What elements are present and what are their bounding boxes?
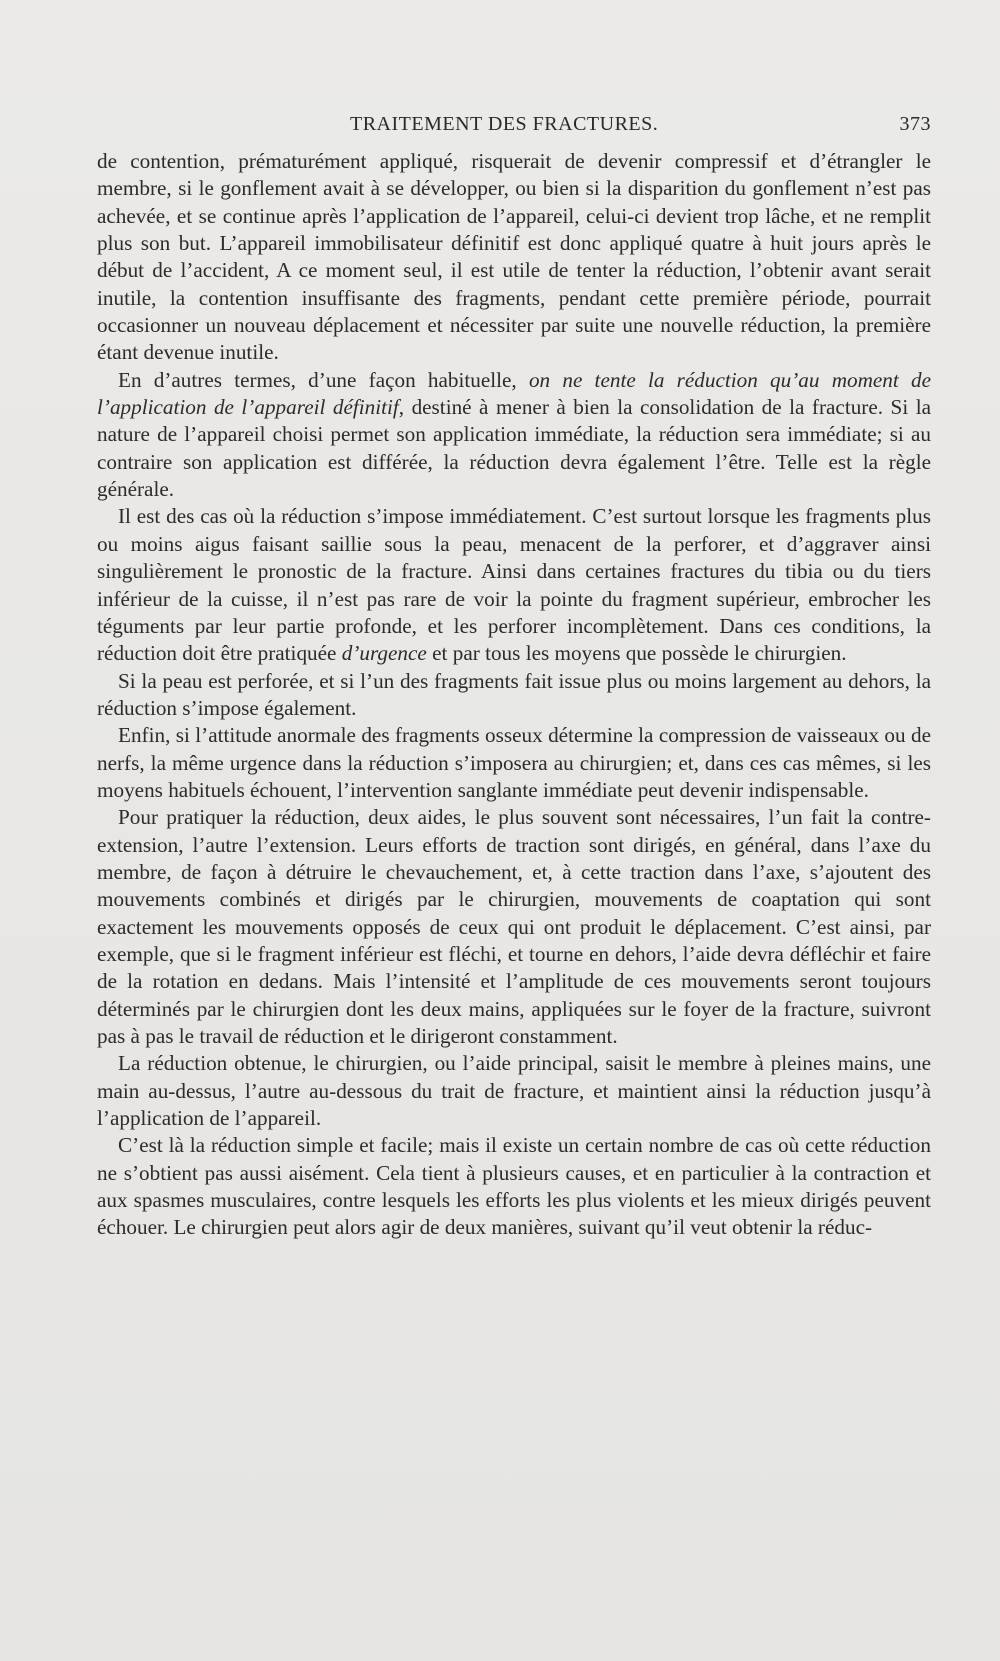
body-text bbox=[97, 148, 931, 1242]
page-number: 373 bbox=[899, 113, 931, 135]
paragraph bbox=[97, 367, 931, 504]
text-run: et par tous les moyens que possède le chirurgien. bbox=[426, 641, 847, 666]
text-run: Il est des cas où la réduction s’impose immédiatement. C’est surtout lorsque les fragments plus ou moins aigus faisant saillie sous la peau, menacent de la perforer, et d’aggraver ainsi singulièrement le pronostic de la fracture. Ainsi dans certaines fractures du tibia ou du tiers inférieur de la cuisse, il n’est pas rare de voir la pointe du fragment supérieur, embrocher les téguments par leur partie profonde, et les perforer incomplètement. Dans ces conditions, la réduction doit être pratiquée bbox=[97, 504, 931, 666]
text-run: Pour pratiquer la réduction, deux aides, le plus souvent sont nécessaires, l’un fait la contre-extension, l’autre l’extension. Leurs efforts de traction sont dirigés, en général, dans l’axe du membre, de façon à détruire le chevauchement, et, à cette traction dans l’axe, s’ajoutent des mouvements combinés et dirigés par le chirurgien, mouvements de coaptation qui sont exactement les mouvements opposés de ceux qui ont produit le déplacement. C’est ainsi, par exemple, que si le fragment inférieur est fléchi, et tourne en dehors, l’aide devra défléchir et faire de la rotation en dedans. Mais l’intensité et l’amplitude de ces mouvements seront toujours déterminés par le chirurgien dont les deux mains, appliquées sur le foyer de la fracture, suivront pas à pas le travail de réduction et le dirigeront constamment. bbox=[97, 805, 931, 1048]
text-run: Enfin, si l’attitude anormale des fragments osseux détermine la compression de vaisseaux ou de nerfs, la même urgence dans la réduction s’imposera au chirurgien; et, dans ces cas mêmes, si les moyens habituels échouent, l’intervention sanglante immédiate peut devenir indispensable. bbox=[97, 723, 931, 802]
paragraph bbox=[97, 503, 931, 667]
text-run: En d’autres termes, d’une façon habituelle, bbox=[118, 367, 529, 392]
text-run: Si la peau est perforée, et si l’un des fragments fait issue plus ou moins largement au dehors, la réduction s’impose également. bbox=[97, 668, 931, 720]
paragraph bbox=[97, 1050, 931, 1132]
paragraph bbox=[97, 1132, 931, 1241]
paragraph bbox=[97, 668, 931, 723]
paragraph bbox=[97, 722, 931, 804]
text-run: de contention, prématurément appliqué, risquerait de devenir compressif et d’étrangler le membre, si le gonflement avait à se développer, ou bien si la disparition du gonflement n’est pas achevée, et se continue après l’application de l’appareil, celui-ci devient trop lâche, et ne remplit plus son but. L’appareil immobilisateur définitif est donc appliqué quatre à huit jours après le début de l’accident, A ce moment seul, il est utile de tenter la réduction, l’obtenir avant serait inutile, la contention insuffisante des fragments, pendant cette première période, pourrait occasionner un nouveau déplacement et nécessiter par suite une nouvelle réduction, la première étant devenue inutile. bbox=[97, 149, 931, 365]
paragraph bbox=[97, 804, 931, 1050]
text-run: , destiné à mener à bien la consolidation de la fracture. Si la nature de l’appareil choisi permet son application immédiate, la réduction sera immédiate; si au contraire son application est différée, la réduction devra également l’être. Telle est la règle générale. bbox=[97, 395, 931, 502]
text-run: La réduction obtenue, le chirurgien, ou l’aide principal, saisit le membre à pleines mains, une main au-dessus, l’autre au-dessous du trait de fracture, et maintient ainsi la réduction jusqu’à l’application de l’appareil. bbox=[97, 1051, 931, 1131]
italic-emphasis: on ne tente la réduction qu’au moment de l’application de l’appareil définitif bbox=[97, 367, 931, 420]
paragraph bbox=[97, 148, 931, 367]
running-head bbox=[97, 113, 931, 143]
italic-emphasis: d’urgence bbox=[341, 641, 427, 666]
text-run: C’est là la réduction simple et facile; mais il existe un certain nombre de cas où cette réduction ne s’obtient pas aussi aisément. Cela tient à plusieurs causes, et en particulier à la contraction et aux spasmes musculaires, contre lesquels les efforts les plus violents et les mieux dirigés peuvent échouer. Le chirurgien peut alors agir de deux manières, suivant qu’il veut obtenir la réduc- bbox=[97, 1133, 931, 1240]
chapter-title: TRAITEMENT DES FRACTURES. bbox=[350, 113, 659, 135]
